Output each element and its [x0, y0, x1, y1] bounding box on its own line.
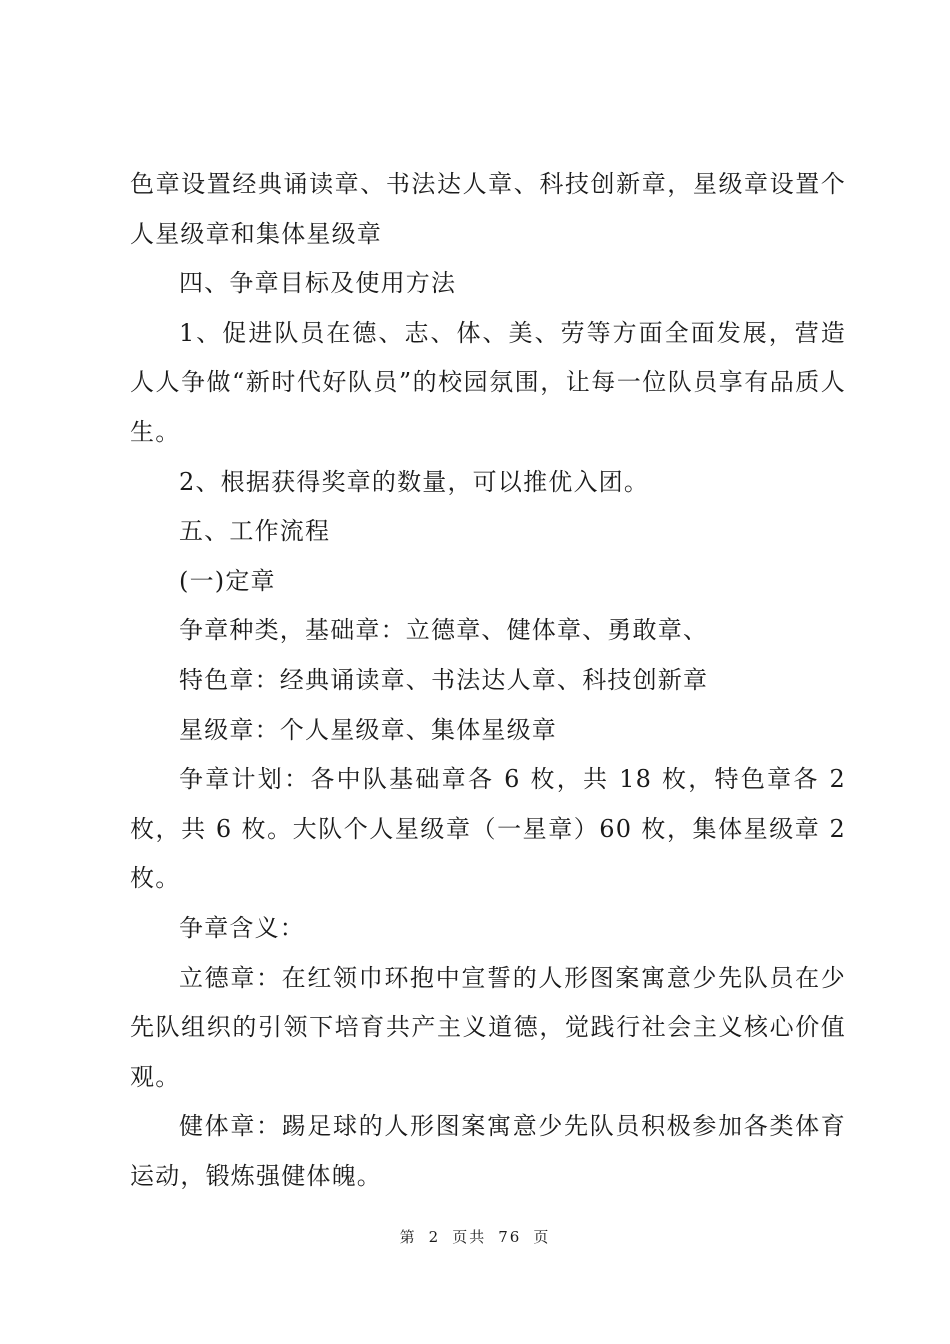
section-heading: 五、工作流程 — [179, 517, 331, 546]
paragraph: 争章含义： — [179, 913, 305, 942]
footer-middle: 页共 — [452, 1228, 487, 1246]
paragraph: 2、根据获得奖章的数量，可以推优入团。 — [179, 467, 650, 496]
footer-prefix: 第 — [399, 1228, 417, 1246]
subsection-heading: (一)定章 — [179, 566, 276, 595]
section-heading: 四、争章目标及使用方法 — [179, 269, 457, 298]
footer-total-pages: 76 — [498, 1228, 522, 1246]
footer-page-number: 2 — [428, 1228, 441, 1246]
page-footer — [0, 1226, 950, 1247]
paragraph: 色章设置经典诵读章、书法达人章、科技创新章，星级章设置个人星级章和集体星级章 — [130, 170, 846, 248]
footer-suffix: 页 — [533, 1228, 551, 1246]
paragraph: 健体章：踢足球的人形图案寓意少先队员积极参加各类体育运动，锻炼强健体魄。 — [130, 1112, 846, 1190]
paragraph: 立德章：在红领巾环抱中宣誓的人形图案寓意少先队员在少先队组织的引领下培育共产主义道德，觉践行社会主义核心价值观。 — [130, 963, 846, 1091]
paragraph: 1、促进队员在德、志、体、美、劳等方面全面发展，营造人人争做“新时代好队员”的校园氛围，让每一位队员享有品质人生。 — [130, 318, 846, 446]
paragraph: 特色章：经典诵读章、书法达人章、科技创新章 — [179, 665, 709, 694]
paragraph: 星级章：个人星级章、集体星级章 — [179, 715, 557, 744]
paragraph: 争章计划：各中队基础章各 6 枚，共 18 枚，特色章各 2 枚，共 6 枚。大队个人星级章（一星章）60 枚，集体星级章 2 枚。 — [130, 765, 846, 893]
document-body — [130, 160, 846, 1201]
paragraph: 争章种类，基础章：立德章、健体章、勇敢章、 — [179, 616, 709, 645]
